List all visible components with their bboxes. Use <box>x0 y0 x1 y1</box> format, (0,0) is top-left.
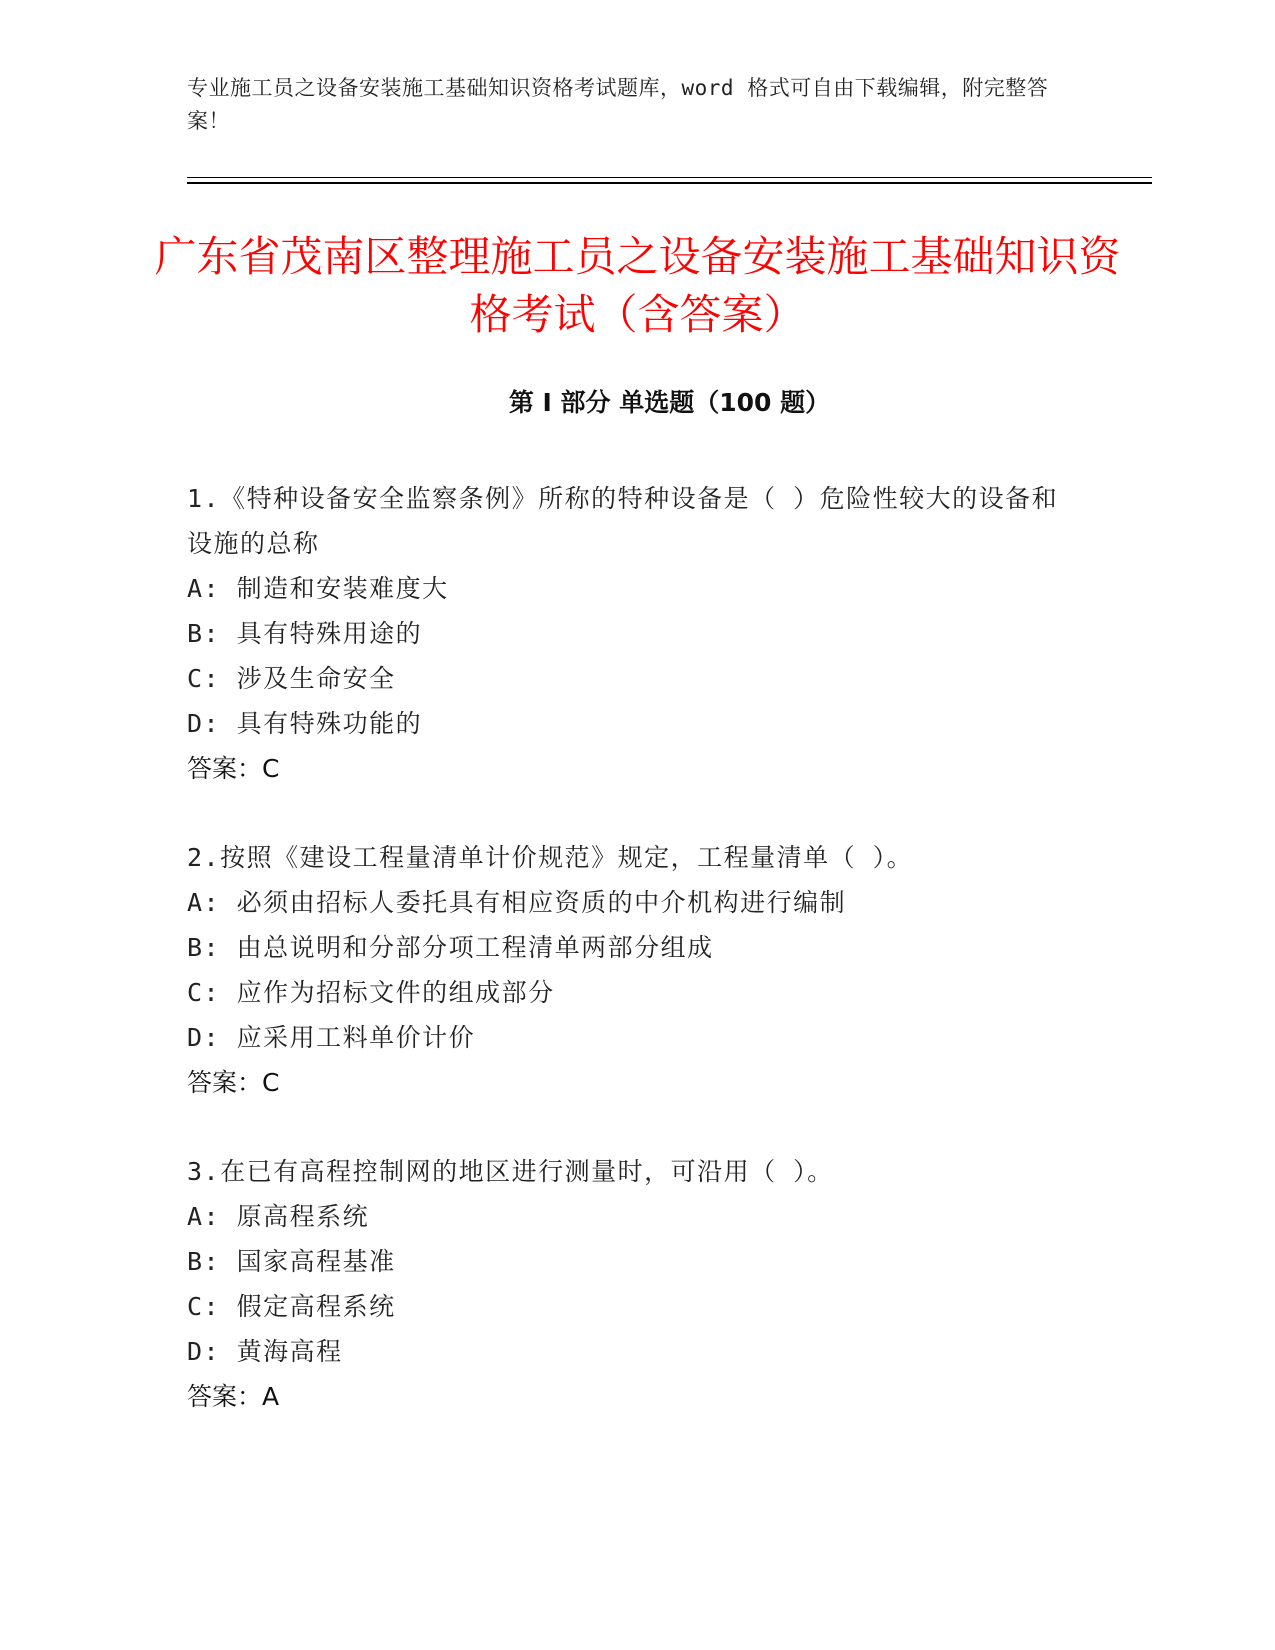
question-1 <box>187 476 1077 791</box>
header-note: 专业施工员之设备安装施工基础知识资格考试题库，word 格式可自由下载编辑，附完整答案！ <box>187 76 1049 133</box>
section-heading: 第 I 部分 单选题（100 题） <box>508 388 831 417</box>
question-2 <box>187 835 1077 1105</box>
question-3 <box>187 1149 1077 1419</box>
option-a: A: 制造和安装难度大 <box>187 574 449 603</box>
option-c: C: 应作为招标文件的组成部分 <box>187 978 555 1007</box>
option-b: B: 国家高程基准 <box>187 1247 396 1276</box>
option-c: C: 假定高程系统 <box>187 1292 396 1321</box>
question-stem: 2.按照《建设工程量清单计价规范》规定，工程量清单（ ）。 <box>187 843 914 872</box>
option-d: D: 具有特殊功能的 <box>187 709 423 738</box>
option-b: B: 具有特殊用途的 <box>187 619 423 648</box>
answer: 答案：C <box>187 754 280 783</box>
question-stem: 1.《特种设备安全监察条例》所称的特种设备是（ ）危险性较大的设备和设施的总称 <box>187 484 1059 558</box>
option-c: C: 涉及生命安全 <box>187 664 396 693</box>
header-divider-thin <box>187 177 1152 178</box>
answer: 答案：A <box>187 1382 280 1411</box>
option-b: B: 由总说明和分部分项工程清单两部分组成 <box>187 933 714 962</box>
option-d: D: 黄海高程 <box>187 1337 343 1366</box>
option-a: A: 原高程系统 <box>187 1202 370 1231</box>
question-stem: 3.在已有高程控制网的地区进行测量时，可沿用（ ）。 <box>187 1157 834 1186</box>
option-d: D: 应采用工料单价计价 <box>187 1023 476 1052</box>
option-a: A: 必须由招标人委托具有相应资质的中介机构进行编制 <box>187 888 847 917</box>
header-divider-thick <box>187 182 1152 184</box>
question-list <box>187 476 1077 1463</box>
document-title: 广东省茂南区整理施工员之设备安装施工基础知识资格考试（含答案） <box>154 232 1121 339</box>
answer: 答案：C <box>187 1068 280 1097</box>
